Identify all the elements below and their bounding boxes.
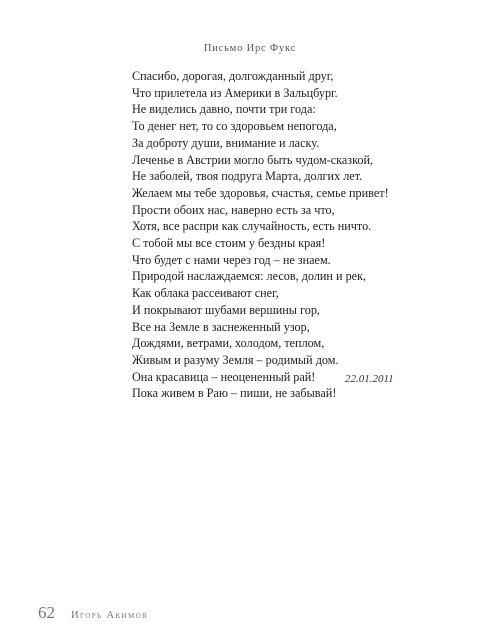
poem-line: За доброту души, внимание и ласку.: [132, 135, 320, 150]
poem-line: С тобой мы все стоим у бездны края!: [132, 236, 326, 251]
poem-line: То денег нет, то со здоровьем непогода,: [132, 119, 337, 134]
poem-line: Дождями, ветрами, холодом, теплом,: [132, 336, 325, 351]
poem-line: Пока живем в Раю – пиши, не забывай!: [132, 386, 337, 401]
poem-line: Что прилетела из Америки в Зальцбург.: [132, 85, 338, 100]
poem-line: Спасибо, дорогая, долгожданный друг,: [132, 69, 334, 83]
poem-line: Все на Земле в заснеженный узор,: [132, 319, 310, 334]
poem-line: Как облака рассеивают снег,: [132, 286, 279, 301]
poem-line: Прости обоих нас, наверно есть за что,: [132, 202, 335, 217]
poem-body: [132, 68, 412, 402]
page-footer: [38, 603, 148, 623]
poem-line: Хотя, все распри как случайность, есть ничто.: [132, 219, 372, 234]
poem-date: 22.01.2011: [345, 373, 394, 385]
poem-line: Природой наслаждаемся: лесов, долин и рек,: [132, 269, 367, 284]
poem-line: Живым и разуму Земля – родимый дом.: [132, 352, 339, 367]
poem-line: Желаем мы тебе здоровья, счастья, семье привет!: [132, 185, 389, 200]
page-number: 62: [38, 603, 55, 622]
poem-title: Письмо Ирс Фукс: [203, 43, 297, 54]
poem-line: Не заболей, твоя подруга Марта, долгих лет.: [132, 169, 363, 184]
poem-line: Не виделись давно, почти три года:: [132, 102, 316, 117]
poem-line: Леченье в Австрии могло быть чудом-сказкой,: [132, 152, 374, 167]
poem-line: И покрывают шубами вершины гор,: [132, 302, 320, 317]
poem-line: Что будет с нами через год – не знаем.: [132, 252, 331, 267]
poem-line: Она красавица – неоцененный рай!: [132, 369, 316, 384]
author-name: Игорь Акимов: [71, 610, 149, 621]
